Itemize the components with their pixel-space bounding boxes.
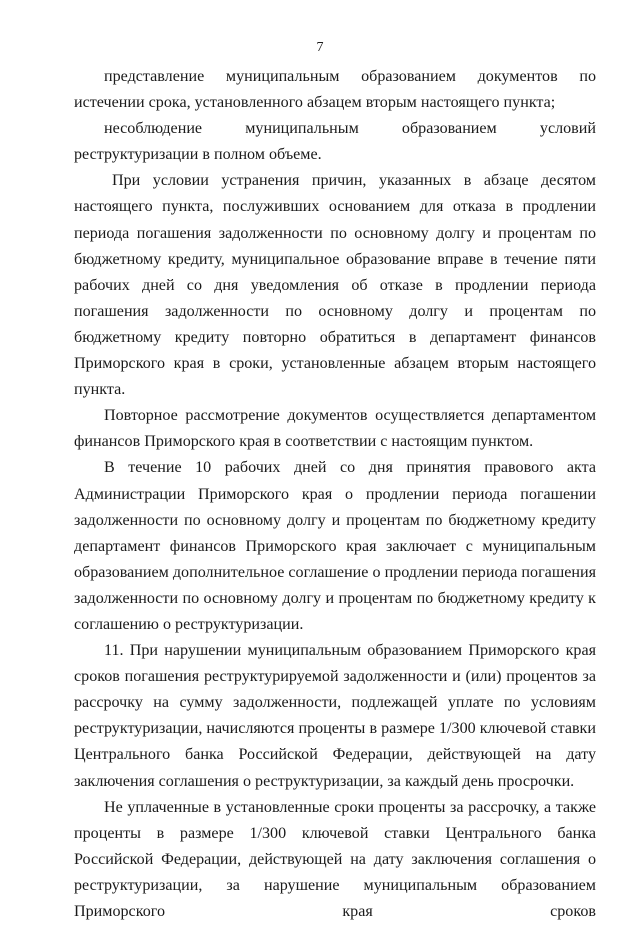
paragraph-reapplication: При условии устранения причин, указанных в абзаце десятом настоящего пункта, послуживших основанием для отказа в продлении периода погашения задолженности по основному долгу и процентам по бюджетному кредиту, муниципальное образование вправе в течение пяти рабочих дней со дня уведомления об отказе в продлении периода погашения задолженности по основному долгу и процентам по бюджетному кредиту повторно обратиться в департамент финансов Приморского края в сроки, установленные абзацем вторым настоящего пункта. bbox=[74, 172, 596, 399]
paragraph-reconsideration: Повторное рассмотрение документов осуществляется департаментом финансов Приморского края в соответствии с настоящим пунктом. bbox=[74, 407, 596, 451]
page-number: 7 bbox=[316, 40, 324, 55]
paragraph-item-11-penalty: 11. При нарушении муниципальным образованием Приморского края сроков погашения реструктурируемой задолженности и (или) процентов за рассрочку на сумму задолженности, подлежащей уплате по условиям реструктуризации, начисляются проценты в размере 1/300 ключевой ставки Центрального банка Российской Федерации, действующей на дату заключения соглашения о реструктуризации, за каждый день просрочки. bbox=[74, 642, 596, 790]
paragraph-noncompliance: несоблюдение муниципальным образованием условий реструктуризации в полном объеме. bbox=[74, 120, 596, 164]
paragraph-document-late-submission: представление муниципальным образованием документов по истечении срока, установленного абзацем вторым настоящего пункта; bbox=[74, 68, 596, 112]
paragraph-unpaid-interest: Не уплаченные в установленные сроки проценты за рассрочку, а также проценты в размере 1/300 ключевой ставки Центрального банка Российской Федерации, действующей на дату заключения соглашения о реструктуризации, за нарушение муниципальным образованием Приморского края сроков bbox=[74, 798, 596, 920]
paragraph-additional-agreement: В течение 10 рабочих дней со дня принятия правового акта Администрации Приморского края о продлении периода погашении задолженности по основному долгу и процентам по бюджетному кредиту департамент финансов Приморского края заключает с муниципальным образованием дополнительное соглашение о продлении периода погашения задолженности по основному долгу и процентам по бюджетному кредиту к соглашению о реструктуризации. bbox=[74, 459, 596, 633]
document-body bbox=[74, 64, 596, 925]
